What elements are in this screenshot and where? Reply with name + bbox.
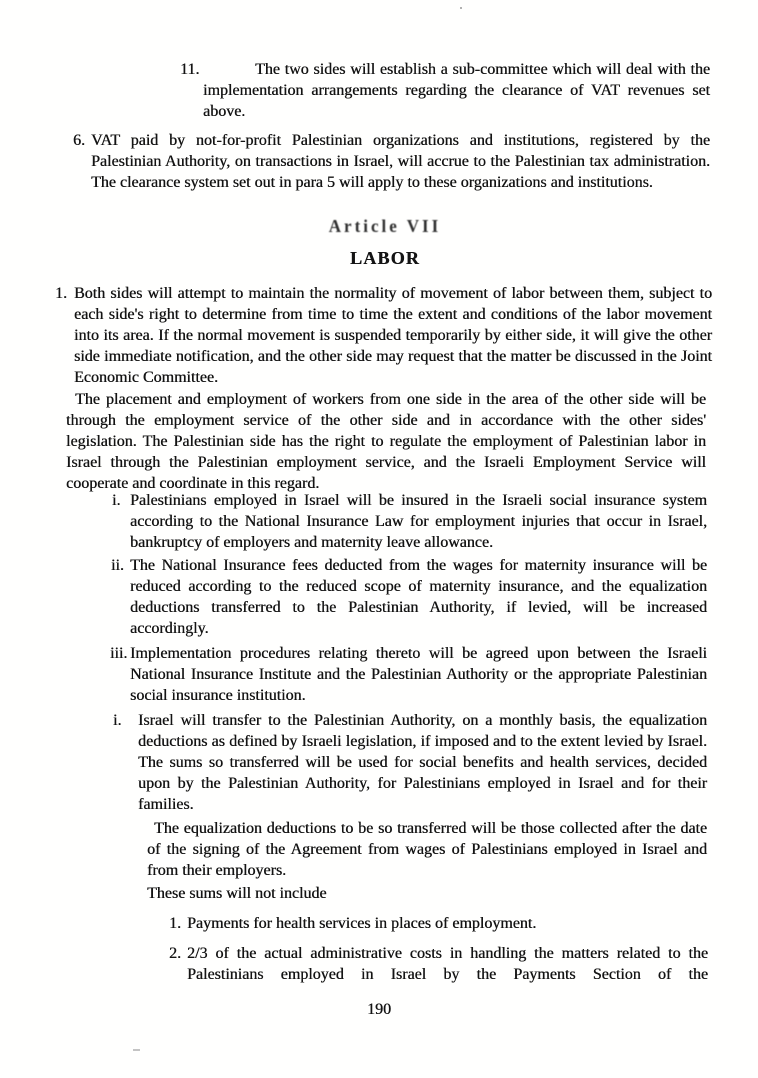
section-heading: LABOR xyxy=(349,248,420,268)
paragraph-text: Payments for health services in places of employment. xyxy=(187,915,537,932)
paragraph-text: Israel will transfer to the Palestinian Authority, on a monthly basis, the equalization deductions as defined by Israeli legislation, if imposed and to the extent levied by Israel. The sums so transferred will be used for social benefits and health services, decided upon by the Palestinian Authority, for Palestinians employed in Israel and for their families. xyxy=(138,712,707,813)
item-number: 1. xyxy=(55,285,67,302)
paragraph-text: The placement and employment of workers from one side in the area of the other side will be through the employment service of the other side and in accordance with the other sides' legislation. The Palestinian side has the right to regulate the employment of Palestinian labor in Israel through the Palestinian employment service, and the Israeli Employment Service will cooperate and coordinate in this regard. xyxy=(66,391,706,492)
paragraph-text: 2/3 of the actual administrative costs in handling the matters related to the Palestinians employed in Israel by the Payments Section of the xyxy=(187,945,708,983)
paragraph-text: The equalization deductions to be so transferred will be those collected after the date of the signing of the Agreement from wages of Palestinians employed in Israel and from their employers. xyxy=(147,820,707,879)
item-number: i. xyxy=(112,492,121,509)
scan-speck xyxy=(133,1049,140,1051)
paragraph-text: The National Insurance fees deducted from the wages for maternity insurance will be reduced according to the reduced scope of maternity insurance, and the equalization deductions transferred to the Palestinian Authority, if levied, will be increased accordingly. xyxy=(130,557,707,637)
paragraph-text: VAT paid by not-for-profit Palestinian organizations and institutions, registered by the Palestinian Authority, on transactions in Israel, will accrue to the Palestinian tax administration. The clearance system set out in para 5 will apply to these organizations and institutions. xyxy=(91,132,710,191)
item-number: ii. xyxy=(111,557,124,574)
item-number: iii. xyxy=(110,645,128,662)
article-heading: Article VII xyxy=(328,216,442,237)
paragraph-text: These sums will not include xyxy=(147,885,327,902)
page-number: 190 xyxy=(367,1001,391,1018)
item-number: 6. xyxy=(73,132,85,149)
paragraph-text: Implementation procedures relating thereto will be agreed upon between the Israeli National Insurance Institute and the Palestinian Authority or the appropriate Palestinian social insurance institution. xyxy=(130,645,707,704)
paragraph-text: The two sides will establish a sub-committee which will deal with the implementation arrangements regarding the clearance of VAT revenues set above. xyxy=(203,61,710,120)
paragraph-text: Palestinians employed in Israel will be insured in the Israeli social insurance system according to the National Insurance Law for employment injuries that occur in Israel, bankruptcy of employers and maternity leave allowance. xyxy=(130,492,707,551)
scan-speck xyxy=(460,7,462,9)
paragraph-text: Both sides will attempt to maintain the normality of movement of labor between them, subject to each side's right to determine from time to time the extent and conditions of the labor movement into its area. If the normal movement is suspended temporarily by either side, it will give the other side immediate notification, and the other side may request that the matter be discussed in the Joint Economic Committee. xyxy=(74,285,712,386)
item-number: 1. xyxy=(169,915,181,932)
item-number: 11. xyxy=(180,61,200,78)
item-number: 2. xyxy=(169,945,181,962)
item-number: i. xyxy=(113,712,122,729)
